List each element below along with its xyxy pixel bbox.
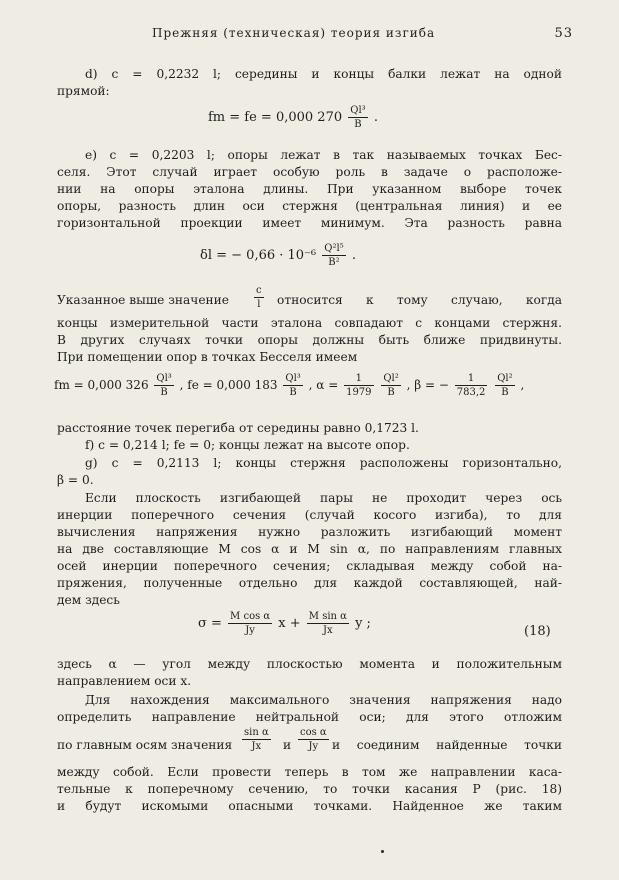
fraction bbox=[254, 284, 264, 311]
numerator: 1 bbox=[344, 372, 373, 386]
fraction bbox=[228, 610, 272, 637]
numerator: Ql³ bbox=[156, 373, 172, 384]
fraction-c-over-l bbox=[252, 284, 266, 311]
denominator: l bbox=[257, 299, 261, 310]
fraction bbox=[381, 372, 400, 399]
numerator: Ql² bbox=[383, 373, 399, 384]
numerator: 1 bbox=[455, 372, 488, 386]
text-line: Указанное выше значение bbox=[57, 293, 230, 307]
denominator: B bbox=[354, 119, 362, 130]
text-line: концы измерительной части эталона совпадают с концами стержня. bbox=[57, 316, 562, 330]
numerator: Ql² bbox=[497, 373, 513, 384]
formula-text: σ = bbox=[198, 616, 222, 631]
text-line: опоры, разность длин оси стержня (центральная линия) и ее bbox=[57, 199, 562, 213]
text-line: В других случаях точки опоры должны быть ближе придвинуты. bbox=[57, 333, 562, 347]
formula-text: , fe = 0,000 183 bbox=[179, 378, 278, 392]
text-line: между собой. Если провести теперь в том же направлении каса- bbox=[57, 765, 562, 779]
fraction bbox=[322, 242, 345, 269]
equation-number: (18) bbox=[524, 624, 551, 639]
text-line: здесь α — угол между плоскостью момента и положительным bbox=[57, 657, 562, 671]
numerator: c bbox=[256, 285, 262, 296]
text-line: прямой: bbox=[57, 84, 110, 98]
numerator: M cos α bbox=[230, 611, 271, 622]
numerator: M sin α bbox=[308, 611, 347, 622]
denominator: Jy bbox=[245, 625, 255, 636]
page-number: 53 bbox=[554, 26, 573, 41]
formula-text: , β = − bbox=[406, 378, 449, 392]
denominator: Jx bbox=[323, 625, 333, 636]
denominator: B bbox=[387, 387, 395, 398]
text-line: на две составляющие M cos α и M sin α, по направлениям главных bbox=[57, 542, 562, 556]
denominator: 783,2 bbox=[456, 387, 486, 398]
numerator: Ql³ bbox=[285, 373, 301, 384]
formula-text: fm = fe = 0,000 270 bbox=[208, 110, 343, 125]
text-line: Для нахождения максимального значения напряжения надо bbox=[85, 693, 562, 707]
formula-fm-fe bbox=[208, 104, 378, 131]
formula-text: x + bbox=[278, 616, 301, 631]
formula-text: , bbox=[520, 378, 525, 392]
ink-speck bbox=[381, 850, 384, 853]
formula-bessel bbox=[54, 372, 524, 399]
denominator: Jx bbox=[251, 741, 262, 752]
fraction bbox=[455, 372, 488, 399]
fraction bbox=[283, 372, 302, 399]
formula-delta-l bbox=[200, 242, 356, 269]
fraction bbox=[298, 726, 329, 753]
text-line: горизонтальной проекции имеет минимум. Эта разность равна bbox=[57, 216, 562, 230]
fraction bbox=[307, 610, 349, 637]
text-line: e) c = 0,2203 l; опоры лежат в так называемых точках Бес- bbox=[85, 148, 562, 162]
formula-text: y ; bbox=[355, 616, 371, 631]
fraction bbox=[495, 372, 514, 399]
formula-18 bbox=[198, 610, 371, 637]
text-line: дем здесь bbox=[57, 593, 120, 607]
fraction bbox=[348, 104, 367, 131]
formula-text: , α = bbox=[308, 378, 339, 392]
formula-text: δl = − 0,66 · 10⁻⁶ bbox=[200, 248, 317, 263]
denominator: B² bbox=[328, 257, 340, 268]
numerator: sin α bbox=[244, 727, 269, 738]
text-line: определить направление нейтральной оси; для этого отложим bbox=[57, 710, 562, 724]
numerator: cos α bbox=[300, 727, 327, 738]
numerator: Ql³ bbox=[350, 105, 366, 116]
text-line: вычисления напряжения нужно разложить изгибающий момент bbox=[57, 525, 562, 539]
text-line: и будут искомыми опасными точками. Найденное же таким bbox=[57, 799, 562, 813]
denominator: B bbox=[289, 387, 297, 398]
formula-text: . bbox=[373, 110, 378, 125]
text-line: направлением оси x. bbox=[57, 674, 192, 688]
fraction bbox=[242, 726, 271, 753]
denominator: B bbox=[160, 387, 168, 398]
text-line: f) c = 0,214 l; fe = 0; концы лежат на высоте опор. bbox=[85, 438, 410, 452]
running-title: Прежняя (техническая) теория изгиба bbox=[152, 26, 436, 40]
page-header bbox=[0, 26, 619, 44]
text-line: d) c = 0,2232 l; середины и концы балки лежат на одной bbox=[85, 67, 562, 81]
text-line: осей инерции поперечного сечения; складывая между собой на- bbox=[57, 559, 562, 573]
numerator: Q²l⁵ bbox=[324, 243, 344, 254]
text-line: и bbox=[283, 738, 292, 752]
text-line: При помещении опор в точках Бесселя имеем bbox=[57, 350, 358, 364]
text-line: g) c = 0,2113 l; концы стержня расположены горизонтально, bbox=[85, 456, 562, 470]
text-line: тельные к поперечному сечению, то точки касания P (рис. 18) bbox=[57, 782, 562, 796]
fraction-cos-jy bbox=[296, 726, 331, 753]
text-line: селя. Этот случай играет особую роль в задаче о расположе- bbox=[57, 165, 562, 179]
fraction bbox=[344, 372, 373, 399]
fraction-sin-jx bbox=[240, 726, 273, 753]
text-line: Если плоскость изгибающей пары не проходит через ось bbox=[85, 491, 562, 505]
denominator: 1979 bbox=[346, 387, 372, 398]
formula-text: . bbox=[351, 248, 356, 263]
text-line: инерции поперечного сечения (случай косого изгиба), то для bbox=[57, 508, 562, 522]
denominator: B bbox=[501, 387, 509, 398]
text-line: пряжения, полученные отдельно для каждой составляющей, най- bbox=[57, 576, 562, 590]
fraction bbox=[154, 372, 173, 399]
text-line: по главным осям значения bbox=[57, 738, 233, 752]
denominator: Jy bbox=[308, 741, 319, 752]
text-line: и соединим найденные точки bbox=[332, 738, 562, 752]
text-line: расстояние точек перегиба от середины равно 0,1723 l. bbox=[57, 421, 419, 435]
text-line: β = 0. bbox=[57, 473, 94, 487]
formula-text: fm = 0,000 326 bbox=[54, 378, 149, 392]
text-line: относится к тому случаю, когда bbox=[277, 293, 562, 307]
text-line: нии на опоры эталона длины. При указанном выборе точек bbox=[57, 182, 562, 196]
